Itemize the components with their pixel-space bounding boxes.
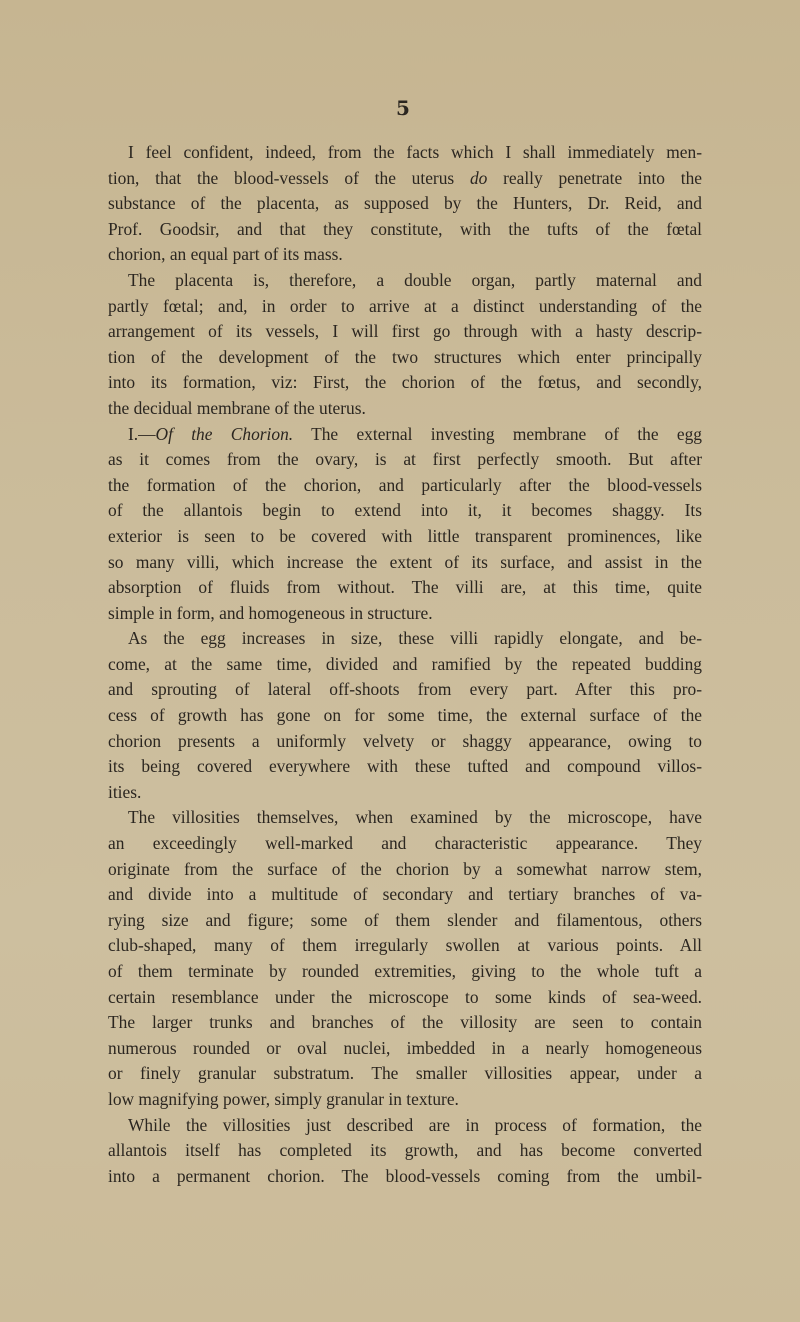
text-line: Prof. Goodsir, and that they constitute, with the tufts of the fœtal <box>108 218 702 239</box>
text-line: absorption of fluids from without. The villi are, at this time, quite <box>108 577 702 598</box>
text-line: simple in form, and homogeneous in structure. <box>108 602 433 623</box>
text-line: cess of growth has gone on for some time, the external surface of the <box>108 705 702 726</box>
page-number: 5 <box>396 96 410 120</box>
text-line: into its formation, viz: First, the chorion of the fœtus, and secondly, <box>108 372 702 393</box>
text-line: exterior is seen to be covered with little transparent prominences, like <box>108 525 702 546</box>
text-line: partly fœtal; and, in order to arrive at a distinct understanding of the <box>108 295 702 316</box>
text-line: As the egg increases in size, these villi rapidly elongate, and be- <box>128 628 702 649</box>
text-segment: I.— <box>128 423 156 444</box>
text-line <box>108 422 702 448</box>
text-line: and sprouting of lateral off-shoots from every part. After this pro- <box>108 679 702 700</box>
text-line: an exceedingly well-marked and characteristic appearance. They <box>108 833 702 854</box>
text-line: numerous rounded or oval nuclei, imbedded in a nearly homogeneous <box>108 1037 702 1058</box>
text-line: as it comes from the ovary, is at first perfectly smooth. But after <box>108 449 702 470</box>
text-line: ities. <box>108 781 142 802</box>
text-line: so many villi, which increase the extent of its surface, and assist in the <box>108 551 702 572</box>
text-line: and divide into a multitude of secondary and tertiary branches of va- <box>108 884 702 905</box>
text-line: substance of the placenta, as supposed by the Hunters, Dr. Reid, and <box>108 193 702 214</box>
text-line: certain resemblance under the microscope to some kinds of sea-weed. <box>108 986 702 1007</box>
text-line: originate from the surface of the chorion by a somewhat narrow stem, <box>108 858 702 879</box>
text-line <box>108 166 702 192</box>
text-line: rying size and figure; some of them slender and filamentous, others <box>108 909 702 930</box>
text-line: of the allantois begin to extend into it, it becomes shaggy. Its <box>108 500 702 521</box>
text-line: The larger trunks and branches of the villosity are seen to contain <box>108 1012 702 1033</box>
text-line: low magnifying power, simply granular in texture. <box>108 1088 459 1109</box>
text-segment: tion, that the blood-vessels of the uterus <box>108 167 470 188</box>
text-line: chorion presents a uniformly velvety or shaggy appearance, owing to <box>108 730 702 751</box>
italic-emphasis: Of the Chorion. <box>155 423 294 444</box>
text-line: club-shaped, many of them irregularly swollen at various points. All <box>108 935 702 956</box>
text-line: arrangement of its vessels, I will first go through with a hasty descrip- <box>108 321 702 342</box>
text-line: its being covered everywhere with these tufted and compound villos- <box>108 756 702 777</box>
text-line: or finely granular substratum. The smaller villosities appear, under a <box>108 1063 702 1084</box>
body-text <box>108 140 702 1189</box>
text-line: tion of the development of the two structures which enter principally <box>108 346 702 367</box>
text-segment: really penetrate into the <box>487 167 702 188</box>
text-line: the formation of the chorion, and particularly after the blood-vessels <box>108 474 702 495</box>
text-line: chorion, an equal part of its mass. <box>108 244 343 265</box>
text-line: the decidual membrane of the uterus. <box>108 397 366 418</box>
text-line: The placenta is, therefore, a double organ, partly maternal and <box>128 269 702 290</box>
text-line: come, at the same time, divided and ramified by the repeated budding <box>108 653 702 674</box>
text-line: The villosities themselves, when examined by the microscope, have <box>128 807 702 828</box>
text-segment: The external investing membrane of the egg <box>293 423 703 444</box>
text-line: into a permanent chorion. The blood-vessels coming from the umbil- <box>108 1165 702 1186</box>
text-line: I feel confident, indeed, from the facts which I shall immediately men- <box>128 142 702 162</box>
italic-emphasis: do <box>469 167 488 188</box>
text-line: of them terminate by rounded extremities, giving to the whole tuft a <box>108 961 702 981</box>
text-line: While the villosities just described are in process of formation, the <box>128 1114 702 1135</box>
text-line: allantois itself has completed its growth, and has become converted <box>108 1140 702 1161</box>
